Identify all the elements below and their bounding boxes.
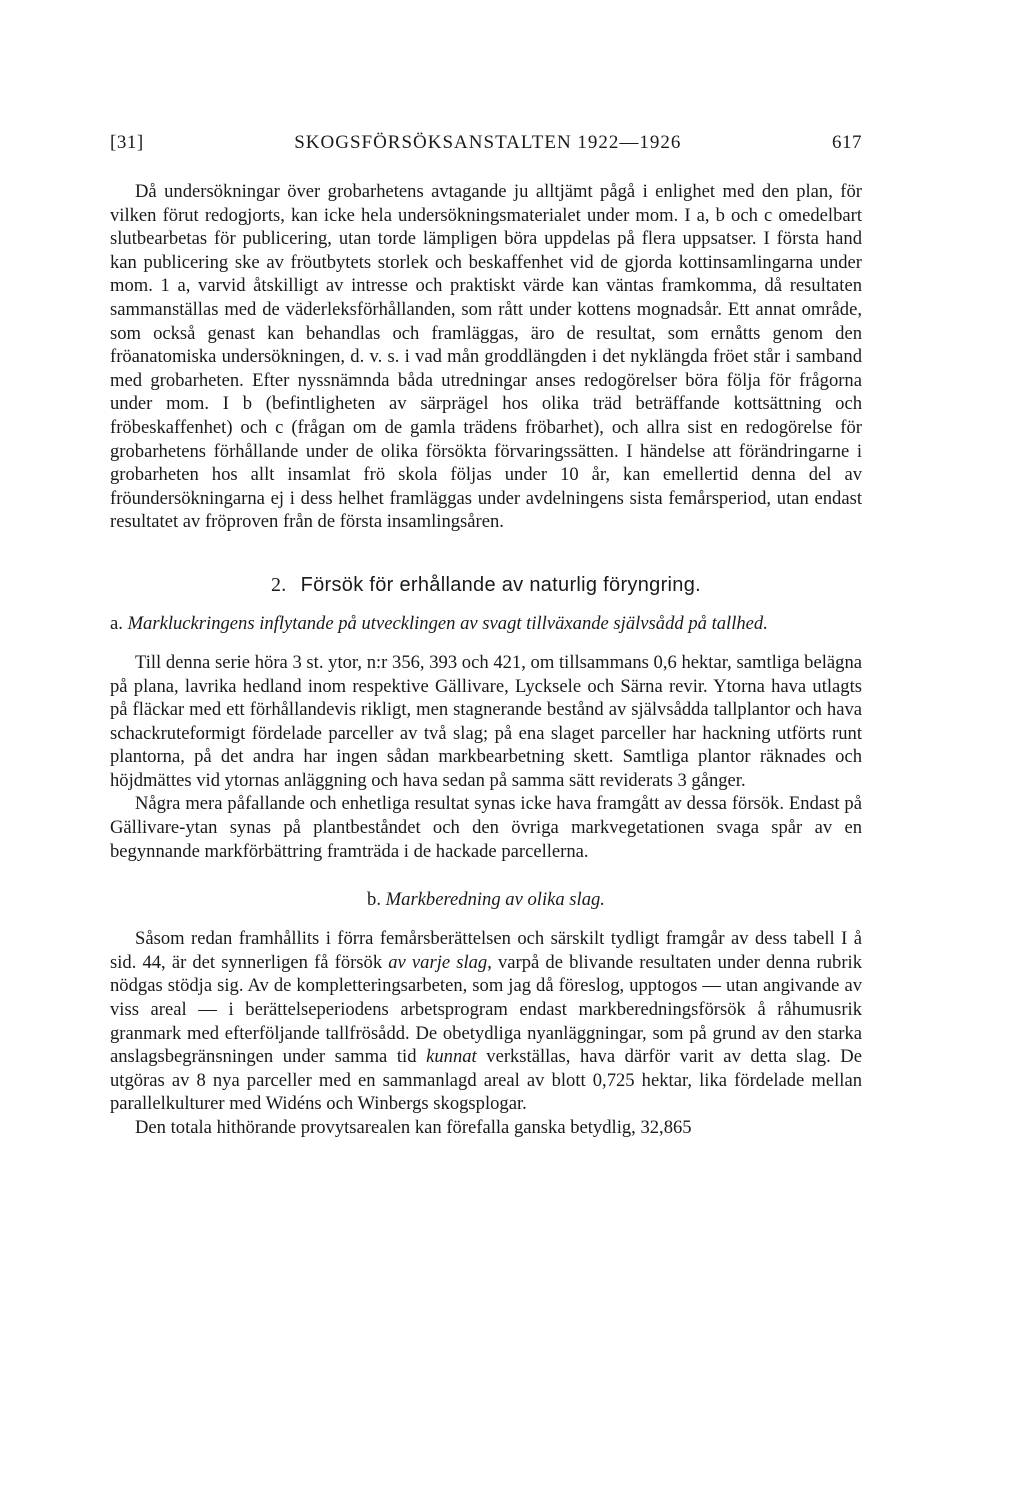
subsection-b-title: Markberedning av olika slag. bbox=[385, 889, 605, 911]
subsection-a-paragraph-2: Några mera påfallande och enhetliga resultat synas icke hava framgått av dessa försök. Endast på Gällivare-ytan synas på plantbeståndet och den övriga markvegetationen svaga spår av en begynnande markförbättring framträda i de hackade parcellerna. bbox=[110, 793, 862, 862]
document-page bbox=[110, 132, 862, 1140]
intro-paragraph: Då undersökningar över grobarhetens avtagande ju alltjämt pågå i enlighet med den plan, för vilken förut redogjorts, kan icke hela undersökningsmaterialet under mom. I a, b och c omedelbart slutbearbetas för publicering, utan torde lämpligen böra uppdelas på flera uppsatser. I första hand kan publicering ske av fröutbytets storlek och beskaffenhet vid de gjorda kottinsamlingarna under mom. 1 a, varvid åtskilligt av intresse och praktiskt värde kan väntas framkomma, då resultaten sammanställas med de väderleksförhållanden, som rått under kottens mognadsår. Ett annat område, som också genast kan behandlas och framläggas, äro de resultat, som ernåtts genom den fröanatomiska undersökningen, d. v. s. i vad mån groddlängden i det nyklängda fröet står i samband med grobarheten. Efter nyssnämnda båda utredningar anses redogörelser böra följa för frågorna under mom. I b (befintligheten av särprägel hos olika träd beträffande kottsättning och fröbeskaffenhet) och c (frågan om de gamla trädens fröbarhet), och allra sist en redogörelse för grobarhetens förhållande under de olika försökta förvaringssätten. I händelse att förändringarne i grobarheten hos allt insamlat frö skola följas under 10 år, kan emellertid denna del av fröundersökningarna ej i dess helhet framläggas under avdelningens sista femårsperiod, utan endast resultatet av fröproven från de första insamlingsåren. bbox=[110, 181, 862, 533]
subsection-b-label: b. bbox=[367, 889, 381, 911]
section-reference: [31] bbox=[110, 132, 144, 153]
subsection-a-label: a. bbox=[110, 612, 123, 634]
subsection-a-paragraph-1: Till denna serie höra 3 st. ytor, n:r 356, 393 och 421, om tillsammans 0,6 hektar, samtliga belägna på plana, lavrika hedland inom respektive Gällivare, Lycksele och Särna revir. Ytorna hava utlagts på fläckar med ett förhållandevis rikligt, men stagnerande bestånd av självsådda tallplantor och hava schackruteformigt fördelade parceller av två slag; på ena slaget parceller har hackning utförts runt plantorna, på det andra har ingen sådan markbearbetning skett. Samtliga plantor räknades och höjdmättes vid ytornas anläggning och hava sedan på samma sätt reviderats 3 gånger. bbox=[110, 651, 862, 791]
emphasis-run: av varje slag bbox=[388, 951, 488, 973]
subsection-a-heading bbox=[110, 613, 862, 635]
text-run: , varpå de blivande resultaten under denna rubrik nödgas stödja sig. Av de kompletteringsarbeten, som jag då föreslog, upptogos — utan angivande av viss areal — i berättelseperiodens arbetsprogram endast markberedningsförsök å råhumusrik granmark med efterföljande tallfrösådd. De obetydliga nyanläggningar, som på grund av den starka anslagsbegränsningen under samma tid bbox=[110, 951, 862, 1068]
section-number: 2. bbox=[271, 573, 287, 596]
text-run: verkställas, hava därför varit av detta slag. De utgöras av 8 nya parceller med en sammanlagd areal av blott 0,725 hektar, lika fördelade mellan parallelkulturer med Widéns och Winbergs skogsplogar. bbox=[110, 1046, 862, 1115]
page-number: 617 bbox=[831, 132, 862, 153]
emphasis-run: kunnat bbox=[426, 1046, 477, 1068]
text-run: Såsom redan framhållits i förra femårsberättelsen och särskilt tydligt framgår av dess tabell I å sid. 44, är det synnerligen få försök bbox=[110, 928, 862, 973]
running-header bbox=[110, 132, 862, 154]
running-title: SKOGSFÖRSÖKSANSTALTEN 1922—1926 bbox=[294, 132, 682, 153]
subsection-b-paragraph-2: Den totala hithörande provytsarealen kan förefalla ganska betydlig, 32,865 bbox=[135, 1117, 692, 1138]
subsection-a-title: Markluckringens inflytande på utvecklingen av svagt tillväxande självsådd på tallhed. bbox=[127, 612, 768, 634]
subsection-b-paragraph-1 bbox=[110, 927, 862, 1116]
subsection-b-heading bbox=[110, 889, 862, 911]
section-title: Försök för erhållande av naturlig föryngring. bbox=[300, 573, 701, 596]
section-heading bbox=[110, 574, 862, 597]
